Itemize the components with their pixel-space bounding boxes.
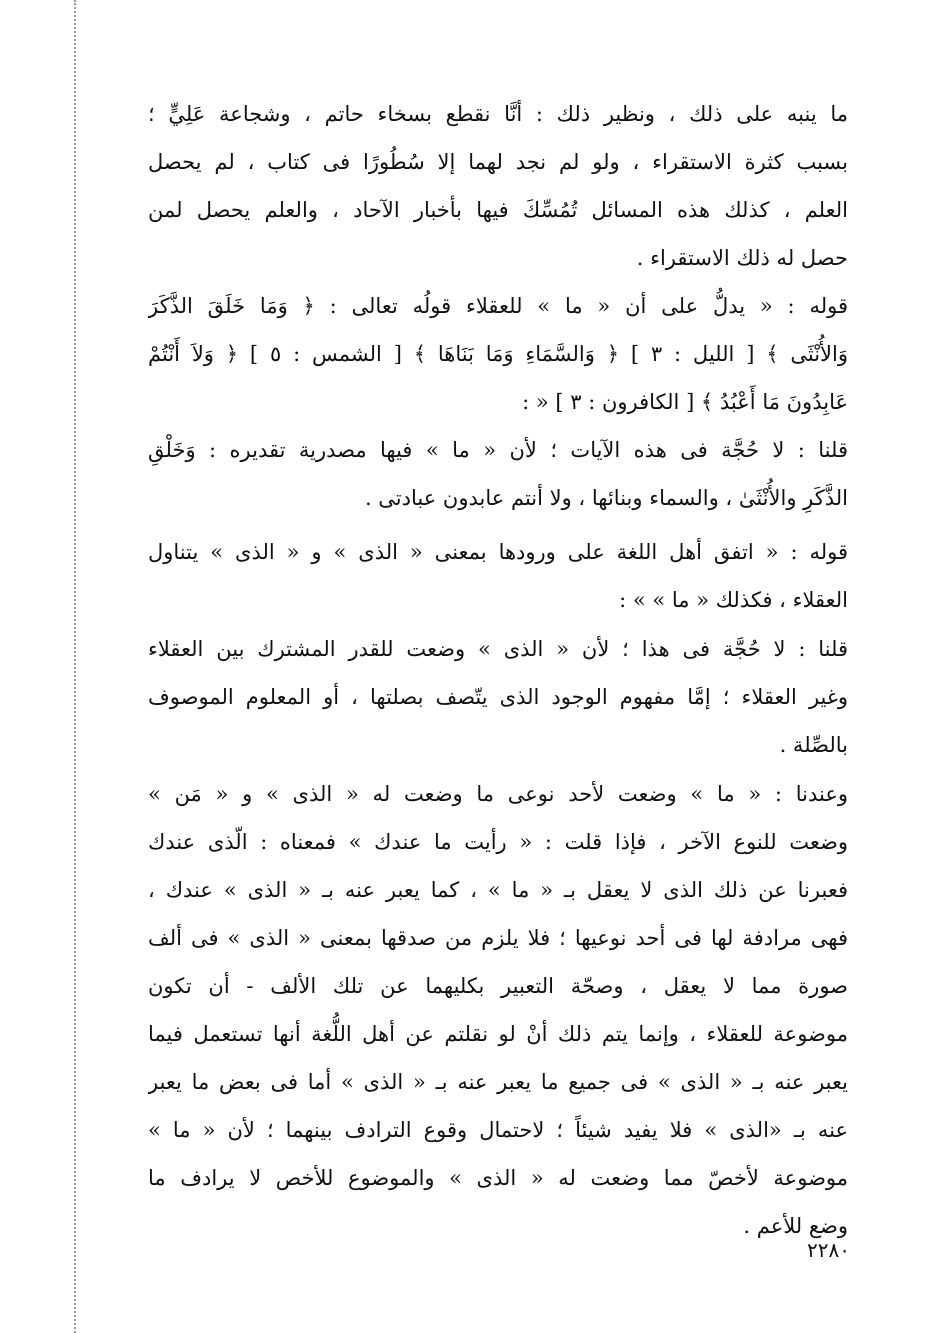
text-line: قوله : « اتفق أهل اللغة على ورودها بمعنى « الذى » و « الذى » يتناول (148, 540, 848, 564)
paragraph-6 (148, 770, 848, 1250)
paragraph-1 (148, 90, 848, 282)
paragraph-4 (148, 528, 848, 624)
text-line: وضع للأعم . (743, 1214, 848, 1238)
text-line: صورة مما لا يعقل ، وصحّة التعبير بكليهما عن تلك الألف - أن تكون (148, 974, 848, 998)
paragraph-5 (148, 625, 848, 769)
text-line: عَابِدُونَ مَا أَعْبُدُ ﴾ [ الكافرون : ٣ ] « : (522, 390, 848, 414)
text-line: عنه بـ «الذى » فلا يفيد شيئاً ؛ لاحتمال وقوع الترادف بينهما ؛ لأن « ما » (148, 1118, 848, 1142)
text-line: قلنا : لا حُجَّة فى هذه الآيات ؛ لأن « ما » فيها مصدرية تقديره : وَخَلْقِ (148, 438, 848, 462)
text-line: بسبب كثرة الاستقراء ، ولو لم نجد لهما إلا سُطُورًا فى كتاب ، لم يحصل (148, 150, 848, 174)
text-line: قلنا : لا حُجَّة فى هذا ؛ لأن « الذى » وضعت للقدر المشترك بين العقلاء (148, 637, 848, 661)
page-fold-line (74, 0, 76, 1333)
text-line: موضوعة للعقلاء ، وإنما يتم ذلك أنْ لو نقلتم عن أهل اللُّغة أنها تستعمل فيما (148, 1022, 848, 1046)
text-line: بالصِّلة . (779, 733, 848, 757)
text-line: فهى مرادفة لها فى أحد نوعيها ؛ فلا يلزم من صدقها بمعنى « الذى » فى ألف (148, 926, 848, 950)
text-line: قوله : « يدلُّ على أن « ما » للعقلاء قولُه تعالى : ﴿ وَمَا خَلَقَ الذَّكَرَ (148, 294, 848, 318)
page-number: ٢٢٨٠ (807, 1238, 850, 1262)
paragraph-2 (148, 282, 848, 426)
text-line: الذَّكَرِ والأُنْثَىٰ ، والسماء وبنائها ، ولا أنتم عابدون عبادتى . (364, 486, 848, 510)
text-line: وَالأُنْثَى ﴾ [ الليل : ٣ ] ﴿ وَالسَّمَاءِ وَمَا بَنَاهَا ﴾ [ الشمس : ٥ ] ﴿ وَلاَ أَنْتُمْ (148, 342, 848, 366)
text-line: وغير العقلاء ؛ إمَّا مفهوم الوجود الذى يتّصف بصلتها ، أو المعلوم الموصوف (148, 685, 848, 709)
text-line: فعبرنا عن ذلك الذى لا يعقل بـ « ما » ، كما يعبر عنه بـ « الذى » عندك ، (148, 878, 848, 902)
text-line: حصل له ذلك الاستقراء . (636, 246, 848, 270)
text-line: موضوعة لأخصّ مما وضعت له « الذى » والموضوع للأخص لا يرادف ما (148, 1166, 848, 1190)
text-line: وضعت للنوع الآخر ، فإذا قلت : « رأيت ما عندك » فمعناه : الّذى عندك (148, 830, 848, 854)
text-line: العلم ، كذلك هذه المسائل تُمُسِّكَ فيها بأخبار الآحاد ، والعلم يحصل لمن (148, 198, 848, 222)
text-line: وعندنا : « ما » وضعت لأحد نوعى ما وضعت له « الذى » و « مَن » (148, 782, 848, 806)
text-line: العقلاء ، فكذلك « ما » » : (619, 588, 848, 612)
text-line: يعبر عنه بـ « الذى » فى جميع ما يعبر عنه بـ « الذى » أما فى بعض ما يعبر (148, 1070, 848, 1094)
paragraph-3 (148, 426, 848, 522)
text-line: ما ينبه على ذلك ، ونظير ذلك : أنَّا نقطع بسخاء حاتم ، وشجاعة عَلِيٍّ ؛ (148, 102, 848, 126)
